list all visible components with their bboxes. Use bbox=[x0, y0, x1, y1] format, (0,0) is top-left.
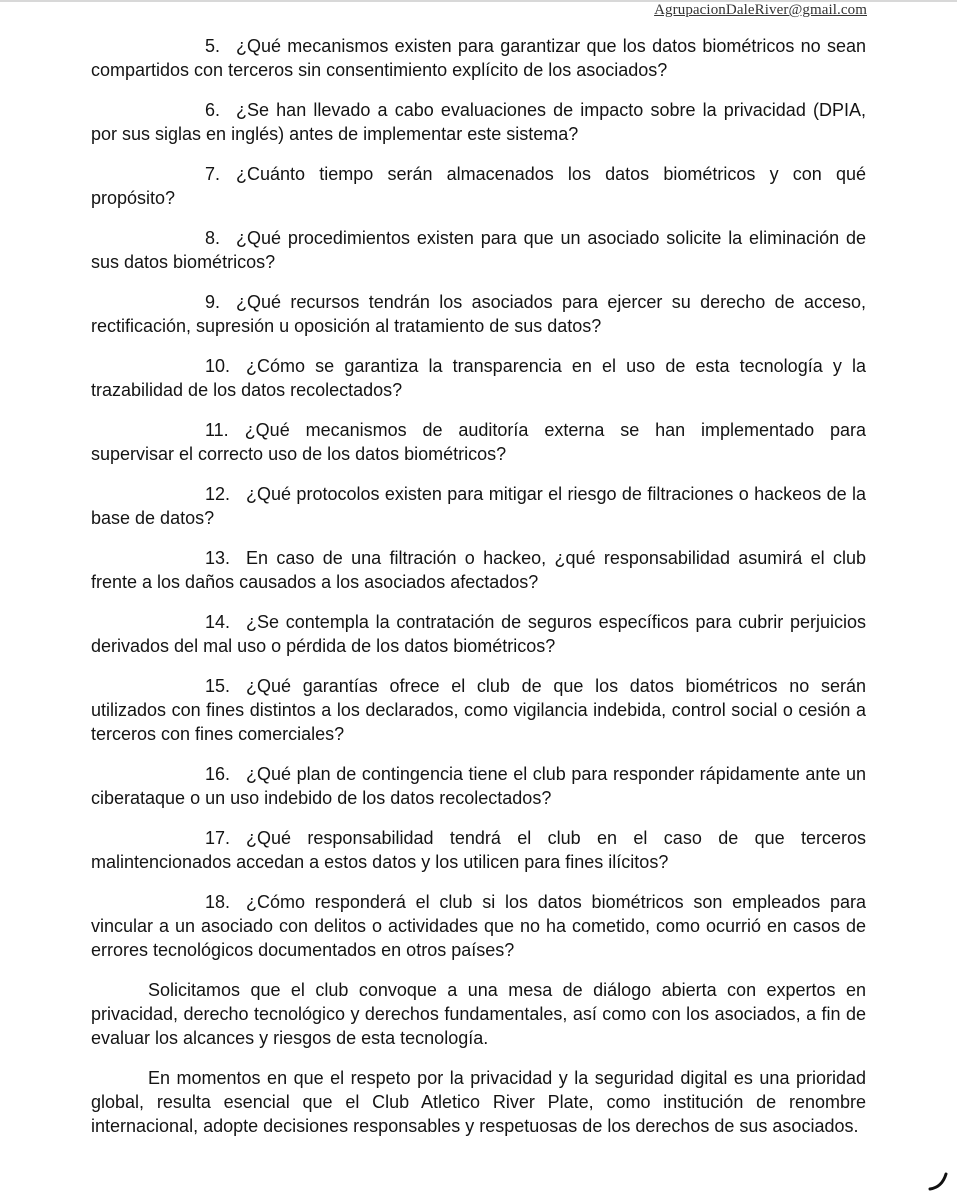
question-number: 10. bbox=[205, 356, 231, 376]
question-number: 13. bbox=[205, 548, 231, 568]
question-9 bbox=[91, 290, 866, 338]
question-text: ¿Qué mecanismos existen para garantizar que los datos biométricos no sean compartidos con terceros sin consentimiento explícito de los asociados? bbox=[91, 36, 866, 80]
question-text: ¿Cómo responderá el club si los datos biométricos son empleados para vincular a un asociado con delitos o actividades que no ha cometido, como ocurrió en casos de errores tecnológicos documentados en otros países? bbox=[91, 892, 866, 960]
question-11 bbox=[91, 418, 866, 466]
question-text: ¿Qué mecanismos de auditoría externa se han implementado para supervisar el correcto uso de los datos biométricos? bbox=[91, 420, 866, 464]
question-text: ¿Qué plan de contingencia tiene el club para responder rápidamente ante un ciberataque o un uso indebido de los datos recolectados? bbox=[91, 764, 866, 808]
question-number: 9. bbox=[205, 292, 221, 312]
closing-paragraph-1: Solicitamos que el club convoque a una mesa de diálogo abierta con expertos en privacidad, derecho tecnológico y derechos fundamentales, así como con los asociados, a fin de evaluar los alcances y riesgos de esta tecnología. bbox=[91, 980, 866, 1048]
question-10 bbox=[91, 354, 866, 402]
question-6 bbox=[91, 98, 866, 146]
question-text: ¿Cuánto tiempo serán almacenados los datos biométricos y con qué propósito? bbox=[91, 164, 866, 208]
question-text: ¿Se han llevado a cabo evaluaciones de impacto sobre la privacidad (DPIA, por sus siglas en inglés) antes de implementar este sistema? bbox=[91, 100, 866, 144]
question-text: En caso de una filtración o hackeo, ¿qué responsabilidad asumirá el club frente a los daños causados a los asociados afectados? bbox=[91, 548, 866, 592]
question-number: 18. bbox=[205, 892, 231, 912]
question-8 bbox=[91, 226, 866, 274]
question-7 bbox=[91, 162, 866, 210]
question-number: 6. bbox=[205, 100, 221, 120]
question-number: 11. bbox=[205, 420, 229, 440]
question-number: 14. bbox=[205, 612, 231, 632]
question-17 bbox=[91, 826, 866, 874]
question-5 bbox=[91, 34, 866, 82]
question-number: 16. bbox=[205, 764, 231, 784]
question-number: 12. bbox=[205, 484, 231, 504]
question-15 bbox=[91, 674, 866, 746]
question-18 bbox=[91, 890, 866, 962]
question-number: 17. bbox=[205, 828, 231, 848]
question-13 bbox=[91, 546, 866, 594]
question-number: 5. bbox=[205, 36, 221, 56]
question-number: 7. bbox=[205, 164, 221, 184]
question-12 bbox=[91, 482, 866, 530]
question-number: 15. bbox=[205, 676, 231, 696]
question-14 bbox=[91, 610, 866, 658]
question-text: ¿Se contempla la contratación de seguros específicos para cubrir perjuicios derivados del mal uso o pérdida de los datos biométricos? bbox=[91, 612, 866, 656]
closing-paragraph-2: En momentos en que el respeto por la privacidad y la seguridad digital es una prioridad global, resulta esencial que el Club Atletico River Plate, como institución de renombre internacional, adopte decisiones responsables y respetuosas de los derechos de sus asociados. bbox=[91, 1068, 866, 1136]
question-number: 8. bbox=[205, 228, 221, 248]
question-text: ¿Qué responsabilidad tendrá el club en el caso de que terceros malintencionados accedan a estos datos y los utilicen para fines ilícitos? bbox=[91, 828, 866, 872]
question-text: ¿Qué garantías ofrece el club de que los datos biométricos no serán utilizados con fines distintos a los declarados, como vigilancia indebida, control social o cesión a terceros con fines comerciales? bbox=[91, 676, 866, 744]
document-body bbox=[91, 34, 866, 1154]
header-email[interactable]: AgrupacionDaleRiver@gmail.com bbox=[654, 2, 867, 18]
question-text: ¿Qué recursos tendrán los asociados para ejercer su derecho de acceso, rectificación, supresión u oposición al tratamiento de sus datos? bbox=[91, 292, 866, 336]
question-text: ¿Qué protocolos existen para mitigar el riesgo de filtraciones o hackeos de la base de datos? bbox=[91, 484, 866, 528]
swoosh-icon bbox=[927, 1170, 949, 1192]
question-16 bbox=[91, 762, 866, 810]
question-text: ¿Qué procedimientos existen para que un asociado solicite la eliminación de sus datos biométricos? bbox=[91, 228, 866, 272]
question-text: ¿Cómo se garantiza la transparencia en el uso de esta tecnología y la trazabilidad de los datos recolectados? bbox=[91, 356, 866, 400]
